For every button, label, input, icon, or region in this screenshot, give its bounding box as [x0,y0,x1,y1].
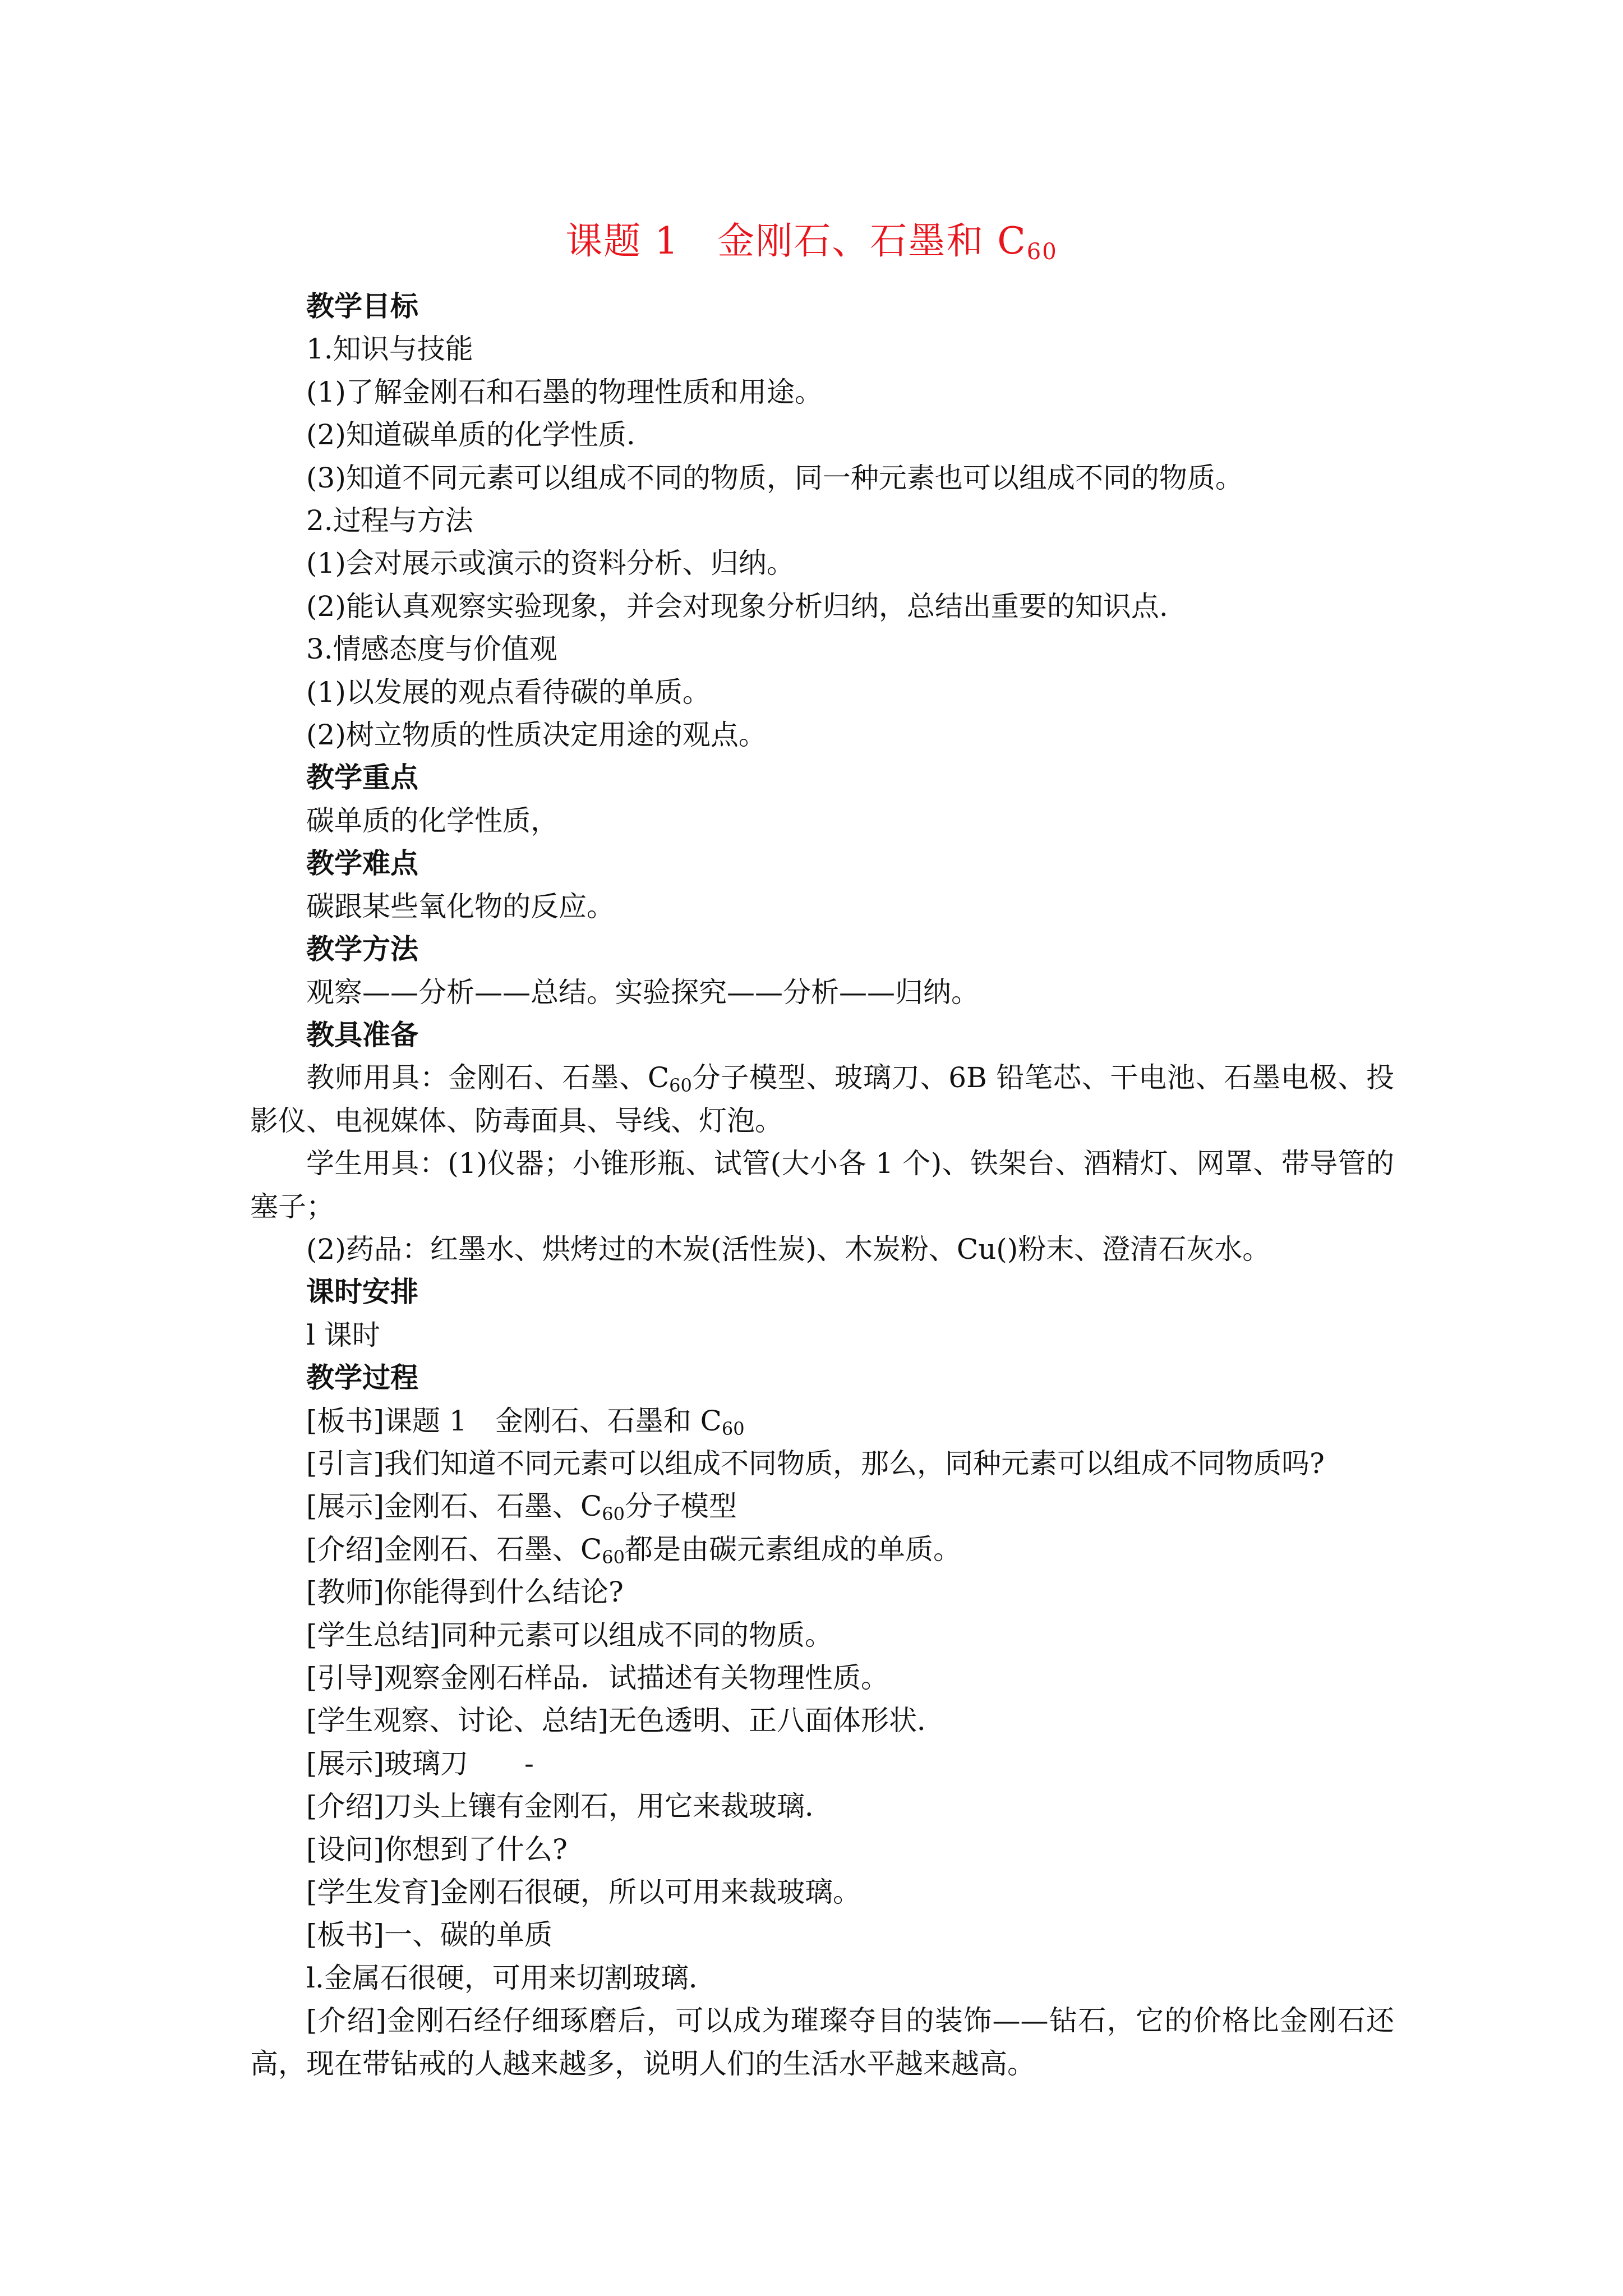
subscript: 60 [602,1503,625,1525]
process-text: [展示]金刚石、石墨、C [306,1490,602,1523]
title-subscript: 60 [1026,239,1058,265]
process-line: [引言]我们知道不同元素可以组成不同物质，那么，同种元素可以组成不同物质吗? [306,1447,1325,1480]
process-line [250,1485,1394,1527]
subscript: 60 [602,1546,625,1568]
key-point-text: 碳单质的化学性质， [306,804,559,837]
section-heading-key-point: 教学重点 [306,761,418,794]
goal-item: (1)了解金刚石和石墨的物理性质和用途。 [306,375,823,408]
method-text: 观察——分析——总结。实验探究——分析——归纳。 [306,976,979,1009]
goal-item: 1.知识与技能 [306,333,473,366]
process-text: [板书]课题 1 金刚石、石墨和 C [306,1404,722,1437]
tools-drugs-text: (2)药品：红墨水、烘烤过的木炭(活性炭)、木炭粉、Cu()粉末、澄清石灰水。 [306,1232,1271,1266]
document-body [250,285,1394,2085]
schedule-text: l 课时 [306,1318,380,1351]
goal-item: (1)以发展的观点看待碳的单质。 [306,675,711,708]
process-paragraph: [介绍]金刚石经仔细琢磨后，可以成为璀璨夺目的装饰——钻石，它的价格比金刚石还高，现在带钻戒的人越来越多，说明人们的生活水平越来越高。 [250,2004,1394,2080]
subscript: 60 [721,1418,745,1439]
section-heading-tools: 教具准备 [306,1018,418,1051]
process-line: [板书]一、碳的单质 [306,1918,553,1952]
process-line: [学生总结]同种元素可以组成不同的物质。 [306,1618,833,1651]
process-line: [学生发育]金刚石很硬，所以可用来裁玻璃。 [306,1876,861,1909]
page-title [0,216,1623,266]
process-line: [介绍]刀头上镶有金刚石，用它来裁玻璃． [306,1790,833,1823]
difficulty-text: 碳跟某些氧化物的反应。 [306,890,615,923]
process-line: [学生观察、讨论、总结]无色透明、正八面体形状． [306,1704,946,1737]
process-text-rest: 都是由碳元素组成的单质。 [625,1533,961,1566]
section-heading-schedule: 课时安排 [306,1275,418,1309]
process-line: [设问]你想到了什么? [306,1833,568,1866]
process-line: [引导]观察金刚石样品．试描述有关物理性质。 [306,1662,889,1694]
process-line: [教师]你能得到什么结论? [306,1576,624,1609]
process-line [250,1400,1394,1442]
section-heading-method: 教学方法 [306,932,418,966]
process-line: [展示]玻璃刀 - [306,1747,534,1780]
goal-item: (2)树立物质的性质决定用途的观点。 [306,719,767,752]
process-line [250,1528,1394,1571]
goal-item: (2)能认真观察实验现象，并会对现象分析归纳，总结出重要的知识点. [306,590,1168,623]
section-heading-difficulty: 教学难点 [306,846,418,880]
title-text: 课题 1 金刚石、石墨和 C [565,219,1027,263]
tools-teacher-text: 教师用具：金刚石、石墨、C [306,1061,670,1094]
tools-teacher-paragraph [250,1056,1394,1142]
tools-teacher-text-rest: 分子模型、玻璃刀、6B 铅笔芯、干电池、石墨电极、投影仪、电视媒体、防毒面具、导线、灯泡。 [250,1061,1394,1137]
goal-item: (3)知道不同元素可以组成不同的物质，同一种元素也可以组成不同的物质。 [306,461,1243,494]
goal-item: 2.过程与方法 [306,504,473,537]
goal-item: (2)知道碳单质的化学性质. [306,418,635,452]
section-heading-goals: 教学目标 [306,289,418,323]
process-line: l.金属石很硬，可用来切割玻璃． [306,1961,717,1994]
goal-item: 3.情感态度与价值观 [306,633,557,666]
tools-student-paragraph: 学生用具：(1)仪器；小锥形瓶、试管(大小各 1 个)、铁架台、酒精灯、网罩、带导管的塞子； [250,1147,1394,1223]
goal-item: (1)会对展示或演示的资料分析、归纳。 [306,547,795,580]
process-text-rest: 分子模型 [625,1490,737,1523]
process-text: [介绍]金刚石、石墨、C [306,1533,602,1566]
subscript: 60 [669,1075,692,1097]
section-heading-process: 教学过程 [306,1361,418,1395]
